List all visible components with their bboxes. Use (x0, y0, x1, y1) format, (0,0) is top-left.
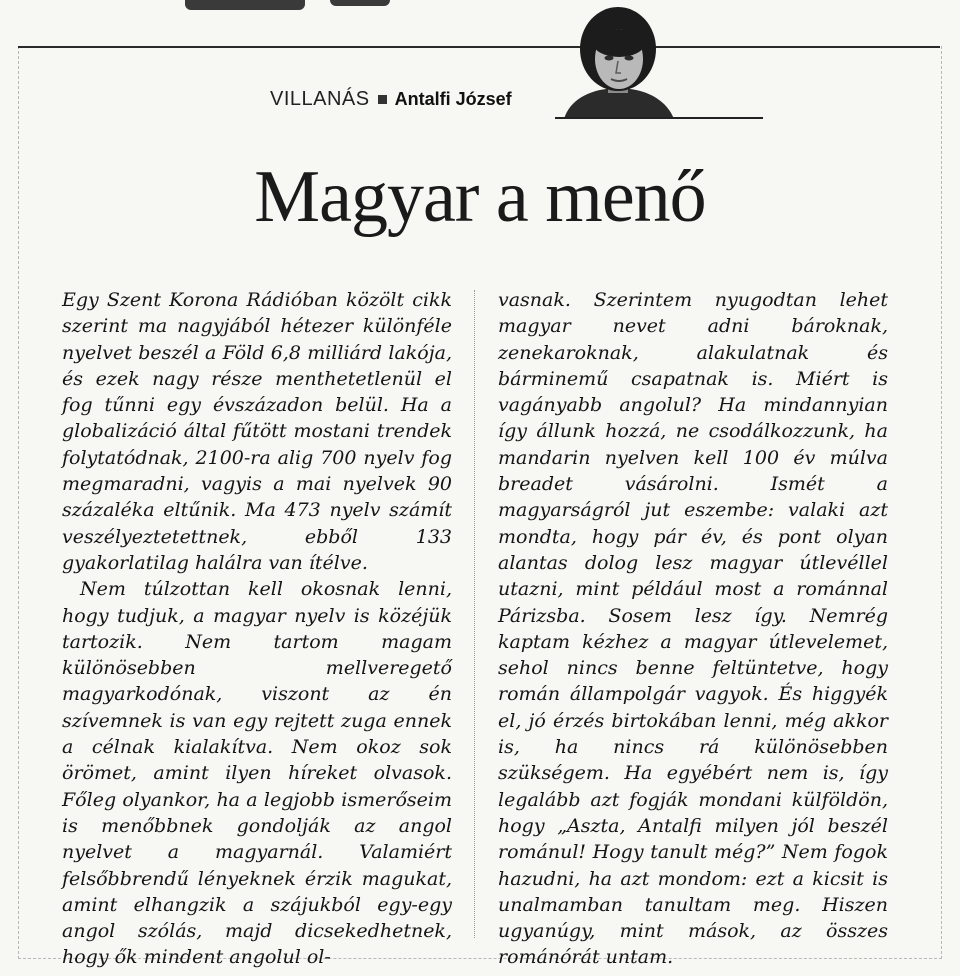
scan-artifact (185, 0, 305, 10)
article-column-right (498, 287, 888, 971)
article-paragraph: Nem túlzottan kell okosnak lenni, hogy tudjuk, a magyar nyelv is közéjük tartozik. Nem tartom magam különösebben mellveregető magyarkodónak, viszont az én szívemnek is van egy rejtett zuga ennek a célnak kialakítva. Nem okoz sok örömet, amint ilyen híreket olvasok. Főleg olyankor, ha a legjobb ismerőseim is menőbbnek gondolják az angol nyelvet a magyarnál. Valamiért felsőbbrendű lényeknek érzik magukat, amint elhangzik a szájukból egy-egy angol szólás, majd dicsekedhetnek, hogy ők mindent angolul ol- (62, 578, 452, 969)
article-paragraph: Egy Szent Korona Rádióban közölt cikk szerint ma nagyjából hétezer különféle nyelvet beszél a Föld 6,8 milliárd lakója, és ezek nagy része menthetetlenül el fog tűnni egy évszázadon belül. Ha a globalizáció által fűtött mostani trendek folytatódnak, 2100-ra alig 700 nyelv fog megmaradni, vagyis a mai nyelvek 90 százaléka eltűnik. Ma 473 nyelv számít veszélyeztetettnek, ebből 133 gyakorlatilag halálra van ítélve. (62, 289, 452, 574)
article-paragraph: vasnak. Szerintem nyugodtan lehet magyar nevet adni bároknak, zenekaroknak, alakulatnak és bárminemű csapatnak is. Miért is vagányabb angolul? Ha mindannyian így állunk hozzá, ne csodálkozzunk, ha mandarin nyelven kell 100 év múlva breadet vásárolni. Ismét a magyarságról jut eszembe: valaki azt mondta, hogy pár év, és pont olyan alantas dolog lesz magyar útlevéllel utazni, mint például most a románnal Párizsba. Sosem lesz így. Nemrég kaptam kézhez a magyar útlevelemet, sehol nincs benne feltüntetve, hogy román állampolgár vagyok. És higgyék el, jó érzés birtokában lenni, még akkor is, ha nincs rá különösebben szükségem. Ha egyébért nem is, így legalább azt fogják mondani külföldön, hogy „Aszta, Antalfi milyen jól beszél románul! Hogy tanult még?” Nem fogok hazudni, ha azt mondom: ezt a kicsit is unalmamban tanultam meg. Hiszen ugyanúgy, mint mások, az összes románórát untam. (498, 289, 888, 969)
scan-artifact (330, 0, 390, 6)
article-column-left (62, 287, 452, 971)
top-rule (18, 46, 940, 48)
column-header (270, 86, 512, 112)
author-portrait (556, 3, 680, 119)
article-title: Magyar a menő (254, 156, 706, 238)
header-rule (555, 117, 763, 119)
author-name: Antalfi József (394, 88, 512, 109)
separator-square-icon (378, 95, 387, 104)
column-divider (474, 290, 475, 938)
rubric-label: VILLANÁS (270, 87, 370, 110)
